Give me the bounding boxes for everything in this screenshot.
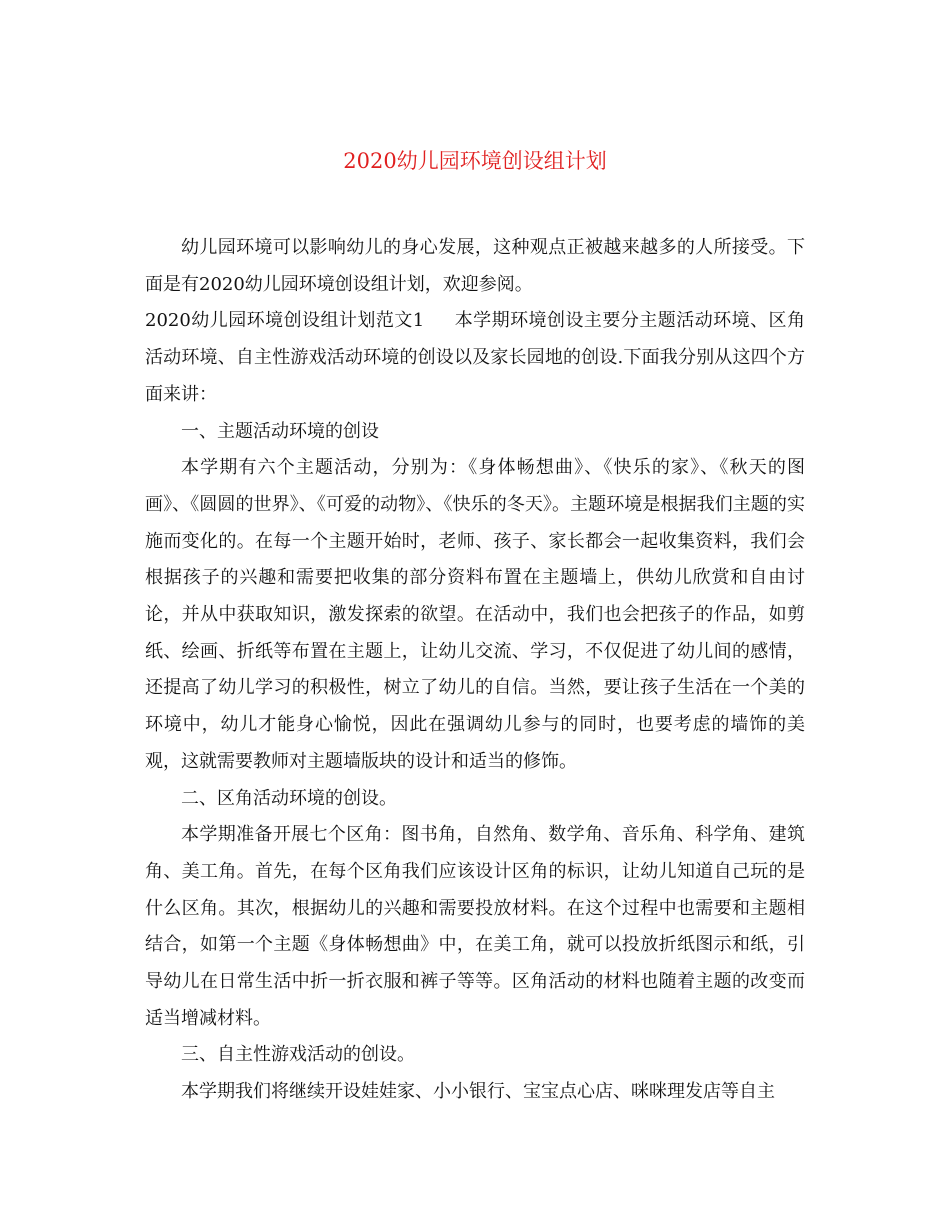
section3-body: 本学期我们将继续开设娃娃家、小小银行、宝宝点心店、咪咪理发店等自主 xyxy=(181,1081,775,1103)
sample-paragraph xyxy=(145,303,805,413)
section1-heading: 一、主题活动环境的创设 xyxy=(181,420,379,442)
document-title: 2020幼儿园环境创设组计划 xyxy=(343,149,607,173)
section3-heading: 三、自主性游戏活动的创设。 xyxy=(181,1044,415,1066)
section1-body: 本学期有六个主题活动，分别为：《身体畅想曲》、《快乐的家》、《秋天的图画》、《圆圆的世界》、《可爱的动物》、《快乐的冬天》。主题环境是根据我们主题的实施而变化的。在每一个主题开始时，老师、孩子、家长都会一起收集资料，我们会根据孩子的兴趣和需要把收集的部分资料布置在主题墙上，供幼儿欣赏和自由讨论，并从中获取知识，激发探索的欲望。在活动中，我们也会把孩子的作品，如剪纸、绘画、折纸等布置在主题上，让幼儿交流、学习，不仅促进了幼儿间的感情，还提高了幼儿学习的积极性，树立了幼儿的自信。当然，要让孩子生活在一个美的环境中，幼儿才能身心愉悦，因此在强调幼儿参与的同时，也要考虑的墙饰的美观，这就需要教师对主题墙版块的设计和适当的修饰。 xyxy=(145,457,805,772)
document-body xyxy=(145,230,805,1111)
section2-heading: 二、区角活动环境的创设。 xyxy=(181,787,397,809)
sample-heading: 2020幼儿园环境创设组计划范文1 xyxy=(145,310,425,332)
intro-paragraph: 幼儿园环境可以影响幼儿的身心发展，这种观点正被越来越多的人所接受。下面是有2020幼儿园环境创设组计划，欢迎参阅。 xyxy=(145,237,805,295)
sample-lead-text: 本学期环境创设主要分主题活动环境、区角活动环境、自主性游戏活动环境的创设以及家长园地的创设.下面我分别从这四个方面来讲： xyxy=(145,310,805,405)
section2-body: 本学期准备开展七个区角：图书角，自然角、数学角、音乐角、科学角、建筑角、美工角。首先，在每个区角我们应该设计区角的标识，让幼儿知道自己玩的是什么区角。其次，根据幼儿的兴趣和需要投放材料。在这个过程中也需要和主题相结合，如第一个主题《身体畅想曲》中，在美工角，就可以投放折纸图示和纸，引导幼儿在日常生活中折一折衣服和裤子等等。区角活动的材料也随着主题的改变而适当增减材料。 xyxy=(145,824,805,1029)
